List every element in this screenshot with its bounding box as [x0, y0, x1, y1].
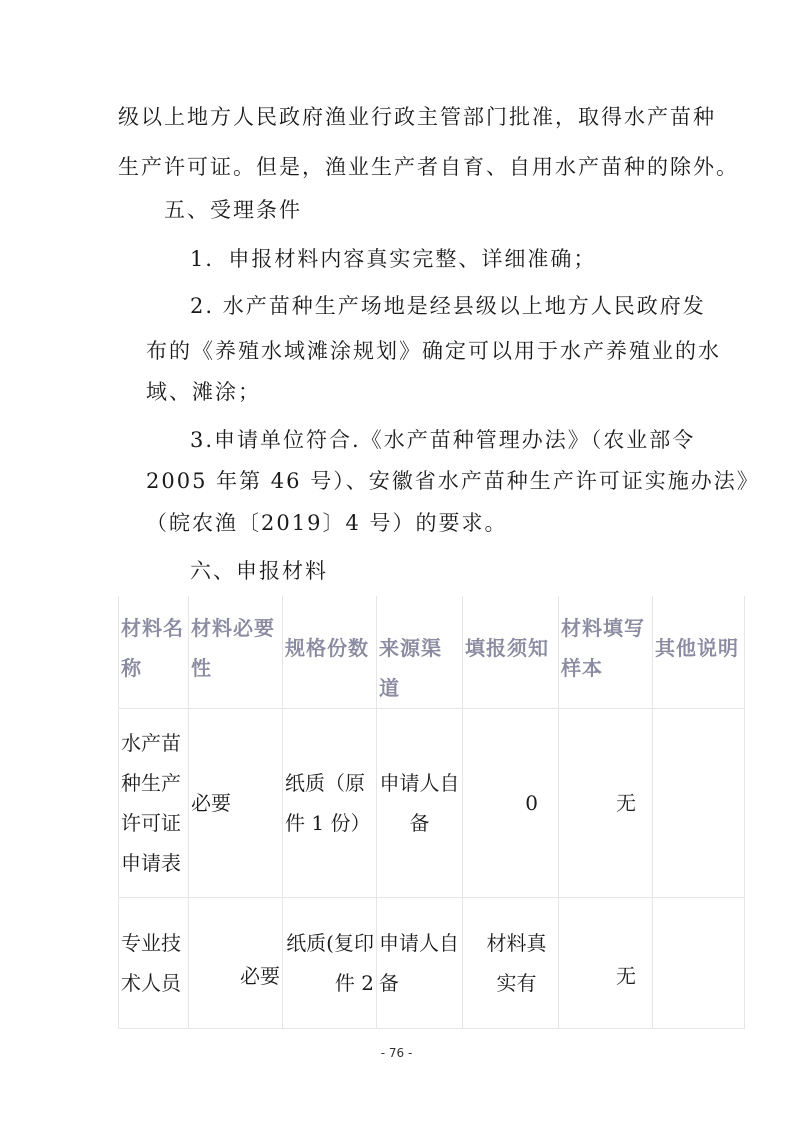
header-necessity: 材料必要性 — [189, 596, 283, 709]
cell-source: 申请人自备 — [377, 709, 463, 898]
cell-instructions: 0 — [463, 709, 559, 898]
condition-3-line-1: 3.申请单位符合.《水产苗种管理办法》（农业部令 — [190, 428, 696, 452]
condition-3-line-2: 2005 年第 46 号）、安徽省水产苗种生产许可证实施办法》 — [146, 469, 760, 493]
section-heading-conditions: 五、受理条件 — [164, 198, 302, 222]
cell-material-name: 水产苗种生产许可证申请表 — [119, 709, 189, 898]
header-other: 其他说明 — [653, 596, 745, 709]
cell-sample: 无 — [559, 898, 653, 1029]
table-row — [119, 898, 745, 1029]
section-heading-materials: 六、申报材料 — [190, 559, 328, 583]
cell-material-name: 专业技术人员 — [119, 898, 189, 1029]
cell-other — [653, 898, 745, 1029]
cell-other — [653, 709, 745, 898]
header-material-name: 材料名称 — [119, 596, 189, 709]
materials-table — [118, 596, 745, 1029]
condition-2-line-3: 域、滩涂； — [146, 380, 261, 404]
condition-2-line-2: 布的《养殖水域滩涂规划》确定可以用于水产养殖业的水 — [146, 339, 721, 363]
table-header-row — [119, 596, 745, 709]
paragraph-line-1: 级以上地方人民政府渔业行政主管部门批准，取得水产苗种 — [118, 105, 716, 129]
condition-1: 1．申报材料内容真实完整、详细准确； — [190, 247, 597, 271]
cell-spec-copies: 纸质（原件 1 份） — [283, 709, 377, 898]
header-sample: 材料填写样本 — [559, 596, 653, 709]
header-instructions: 填报须知 — [463, 596, 559, 709]
cell-necessity: 必要 — [189, 898, 283, 1029]
cell-spec-copies: 纸质(复印件 2 — [283, 898, 377, 1029]
condition-3-line-3: （皖农渔〔2019〕4 号）的要求。 — [146, 511, 508, 535]
cell-necessity: 必要 — [189, 709, 283, 898]
cell-source: 申请人自备 — [377, 898, 463, 1029]
header-spec-copies: 规格份数 — [283, 596, 377, 709]
cell-sample: 无 — [559, 709, 653, 898]
page-number: - 76 - — [380, 1046, 413, 1060]
header-source: 来源渠道 — [377, 596, 463, 709]
paragraph-line-2: 生产许可证。但是，渔业生产者自育、自用水产苗种的除外。 — [118, 155, 739, 179]
condition-2-line-1: 2. 水产苗种生产场地是经县级以上地方人民政府发 — [190, 294, 706, 318]
table-row — [119, 709, 745, 898]
cell-instructions: 材料真实有 — [463, 898, 559, 1029]
